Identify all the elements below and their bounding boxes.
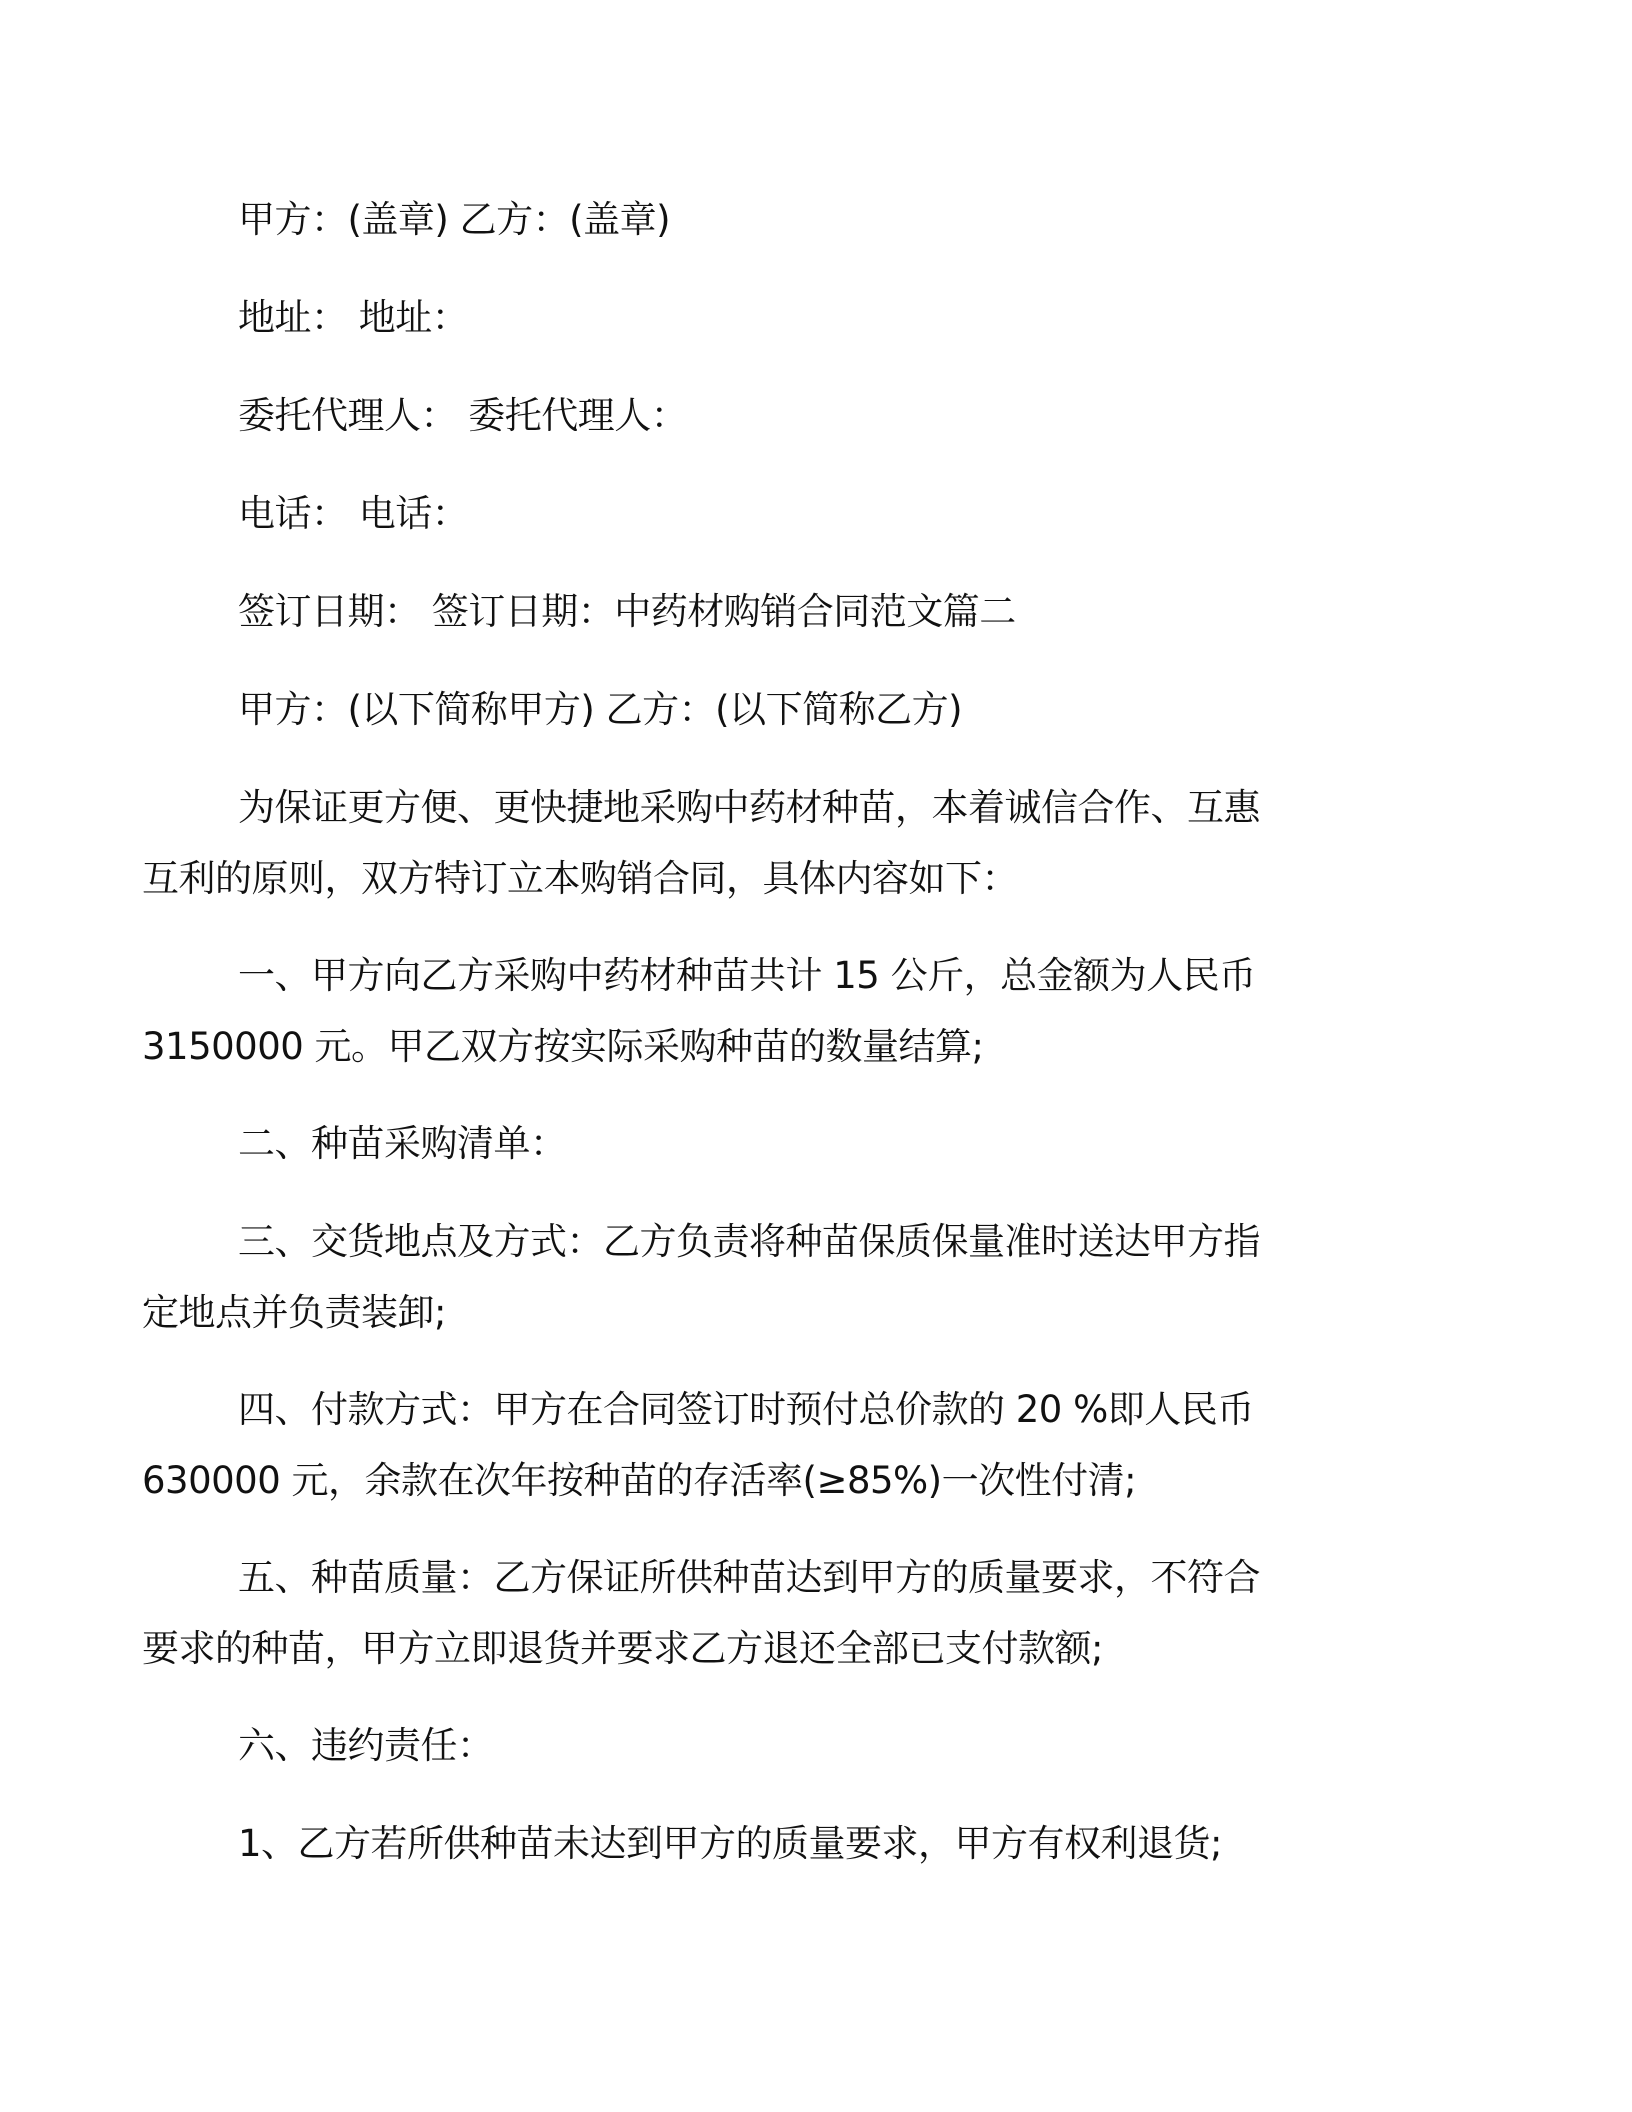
clause-1-line-1: 一、甲方向乙方采购中药材种苗共计 15 公斤，总金额为人民币 <box>238 954 1256 997</box>
clause-5-line-2: 要求的种苗，甲方立即退货并要求乙方退还全部已支付款额; <box>142 1627 1103 1670</box>
parties-line: 甲方：(以下简称甲方) 乙方：(以下简称乙方) <box>238 688 963 731</box>
intro-paragraph <box>142 772 1282 914</box>
clause-2: 二、种苗采购清单： <box>238 1122 567 1165</box>
signature-line-date: 签订日期： 签订日期：中药材购销合同范文篇二 <box>238 590 1016 633</box>
clause-1-line-2: 3150000 元。甲乙双方按实际采购种苗的数量结算; <box>142 1025 984 1068</box>
clause-4 <box>142 1374 1282 1516</box>
clause-6-item-1: 1、乙方若所供种苗未达到甲方的质量要求，甲方有权利退货; <box>238 1822 1223 1865</box>
signature-line-seal: 甲方：(盖章) 乙方：(盖章) <box>238 198 671 241</box>
signature-line-phone: 电话： 电话： <box>238 492 469 535</box>
clause-5-line-1: 五、种苗质量：乙方保证所供种苗达到甲方的质量要求，不符合 <box>238 1556 1260 1599</box>
clause-6: 六、违约责任： <box>238 1724 494 1767</box>
clause-3-line-1: 三、交货地点及方式：乙方负责将种苗保质保量准时送达甲方指 <box>238 1220 1260 1263</box>
signature-line-address: 地址： 地址： <box>238 296 469 339</box>
clause-1 <box>142 940 1282 1082</box>
clause-3 <box>142 1206 1282 1348</box>
clause-4-line-2: 630000 元，余款在次年按种苗的存活率(≥85%)一次性付清; <box>142 1459 1137 1502</box>
intro-line-2: 互利的原则，双方特订立本购销合同，具体内容如下： <box>142 857 1018 900</box>
clause-4-line-1: 四、付款方式：甲方在合同签订时预付总价款的 20 %即人民币 <box>238 1388 1254 1431</box>
signature-line-agent: 委托代理人： 委托代理人： <box>238 394 688 437</box>
intro-line-1: 为保证更方便、更快捷地采购中药材种苗，本着诚信合作、互惠 <box>238 786 1260 829</box>
clause-3-line-2: 定地点并负责装卸; <box>142 1291 446 1334</box>
clause-5 <box>142 1542 1282 1684</box>
